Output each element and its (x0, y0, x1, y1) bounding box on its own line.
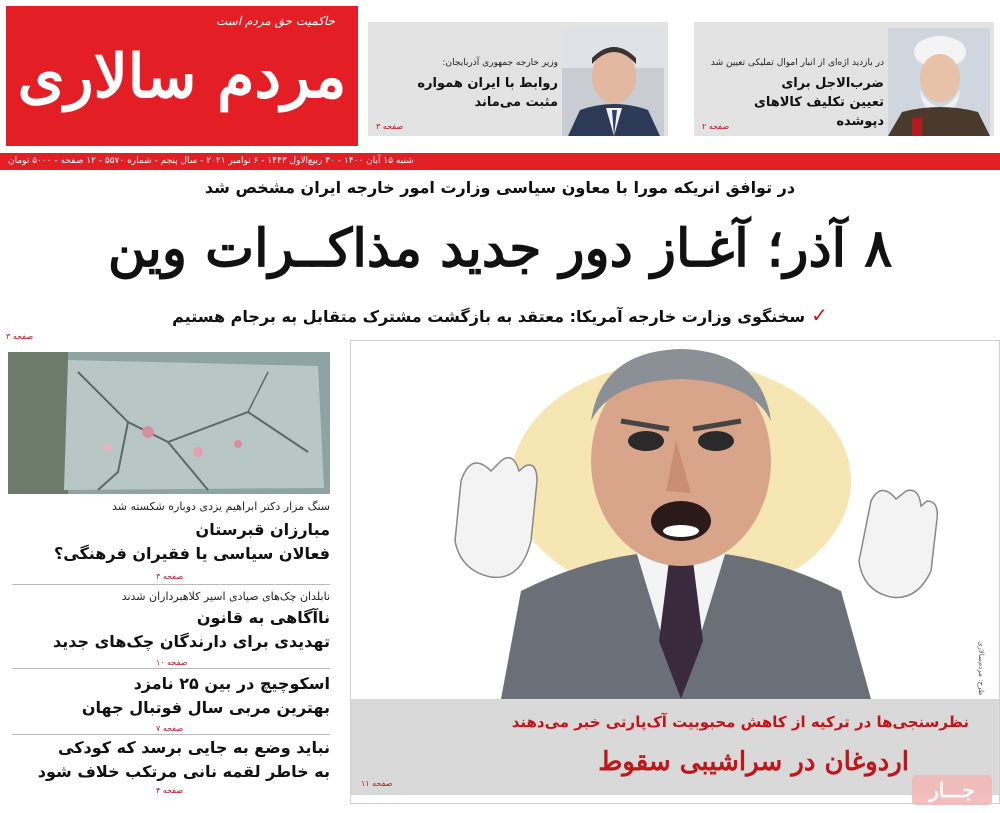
dateline-bar (0, 153, 1000, 170)
teaser-headline: روابط با ایران همواره مثبت می‌ماند (417, 76, 558, 110)
story-page-ref: صفحه ۳ (156, 572, 184, 581)
story-page-ref: صفحه ۷ (156, 724, 184, 733)
lead-subhead-text: سخنگوی وزارت خارجه آمریکا: معتقد به بازگشت مشترک متقابل به برجام هستیم (172, 307, 806, 326)
story-page-ref: صفحه ۱۰ (156, 658, 188, 667)
story-headline[interactable]: به خاطر لقمه نانی مرتکب خلاف شود (37, 762, 330, 781)
check-icon: ✓ (811, 303, 828, 327)
teaser-headline: ضرب‌الاجل برای تعیین تکلیف کالاهای دپوشده (753, 76, 884, 129)
lead-headline[interactable]: ۸ آذر؛ آغـاز دور جدید مذاکــرات وین (107, 218, 893, 279)
dateline-text: شنبه ۱۵ آبان ۱۴۰۰ - ۳۰ ربیع‌الاول ۱۴۴۳ - ۶ نوامبر ۲۰۲۱ - سال پنجم - شماره ۵۵۷۰ - ۱۲ صفحه - ۵۰۰۰ تومان (8, 156, 414, 166)
story-kicker: نابلدان چک‌های صیادی اسیر کلاهبرداران شدند (121, 590, 330, 603)
main-story[interactable] (350, 340, 1000, 804)
story-headline[interactable]: بهترین مربی سال فوتبال جهان (81, 698, 330, 717)
teaser-page-ref: صفحه ۲ (702, 122, 730, 131)
illustration-credit: طرح: مردم‌سالاری (977, 641, 985, 696)
story-headline[interactable]: مبارزان قبرستان (195, 520, 330, 539)
left-column (6, 332, 336, 800)
story-headline[interactable]: اسکوچیچ در بین ۲۵ نامزد (133, 674, 330, 693)
masthead-slogan: حاکمیت حق مردم است (216, 14, 335, 28)
divider (12, 734, 330, 735)
main-story-page-ref: صفحه ۱۱ (361, 779, 393, 788)
story-headline[interactable]: تهدیدی برای دارندگان چک‌های جدید (53, 632, 330, 651)
story-kicker: سنگ مزار دکتر ابراهیم یزدی دوباره شکسته شد (111, 500, 330, 513)
divider (12, 668, 330, 669)
teaser-azerbaijan[interactable] (368, 22, 668, 136)
main-story-kicker: نظرسنجی‌ها در ترکیه از کاهش محبوبیت آک‌پارتی خبر می‌دهند (511, 713, 969, 731)
teaser-page-ref: صفحه ۳ (376, 122, 404, 131)
story-headline[interactable]: نباید وضع به جایی برسد که کودکی (58, 738, 330, 757)
teaser-kicker: در بازدید اژه‌ای از انبار اموال تملیکی تعیین شد (710, 58, 884, 68)
story-page-ref: صفحه ۴ (156, 786, 184, 795)
teaser-ejei[interactable] (694, 22, 994, 136)
story-headline[interactable]: فعالان سیاسی یا فقیران فرهنگی؟ (53, 544, 330, 563)
main-story-headline[interactable]: اردوغان در سراشیبی سقوط (598, 747, 909, 777)
masthead-logo[interactable] (6, 6, 358, 146)
teaser-kicker: وزیر خارجه جمهوری آذربایجان: (442, 58, 558, 68)
divider (12, 584, 330, 585)
gravestone-photo (8, 352, 330, 494)
portrait-photo (888, 28, 990, 136)
watermark-logo: جـــار (912, 775, 992, 805)
newspaper-name: مردم سالاری (17, 42, 347, 112)
lead-kicker: در توافق انریکه مورا با معاون سیاسی وزارت امور خارجه ایران مشخص شد (204, 178, 796, 197)
column-page-ref: صفحه ۳ (6, 332, 34, 341)
erdogan-caricature (351, 341, 999, 699)
lead-subhead (0, 303, 1000, 327)
caption-box (351, 699, 999, 795)
story-headline[interactable]: ناآگاهی به قانون (196, 608, 330, 627)
portrait-photo (562, 28, 664, 136)
